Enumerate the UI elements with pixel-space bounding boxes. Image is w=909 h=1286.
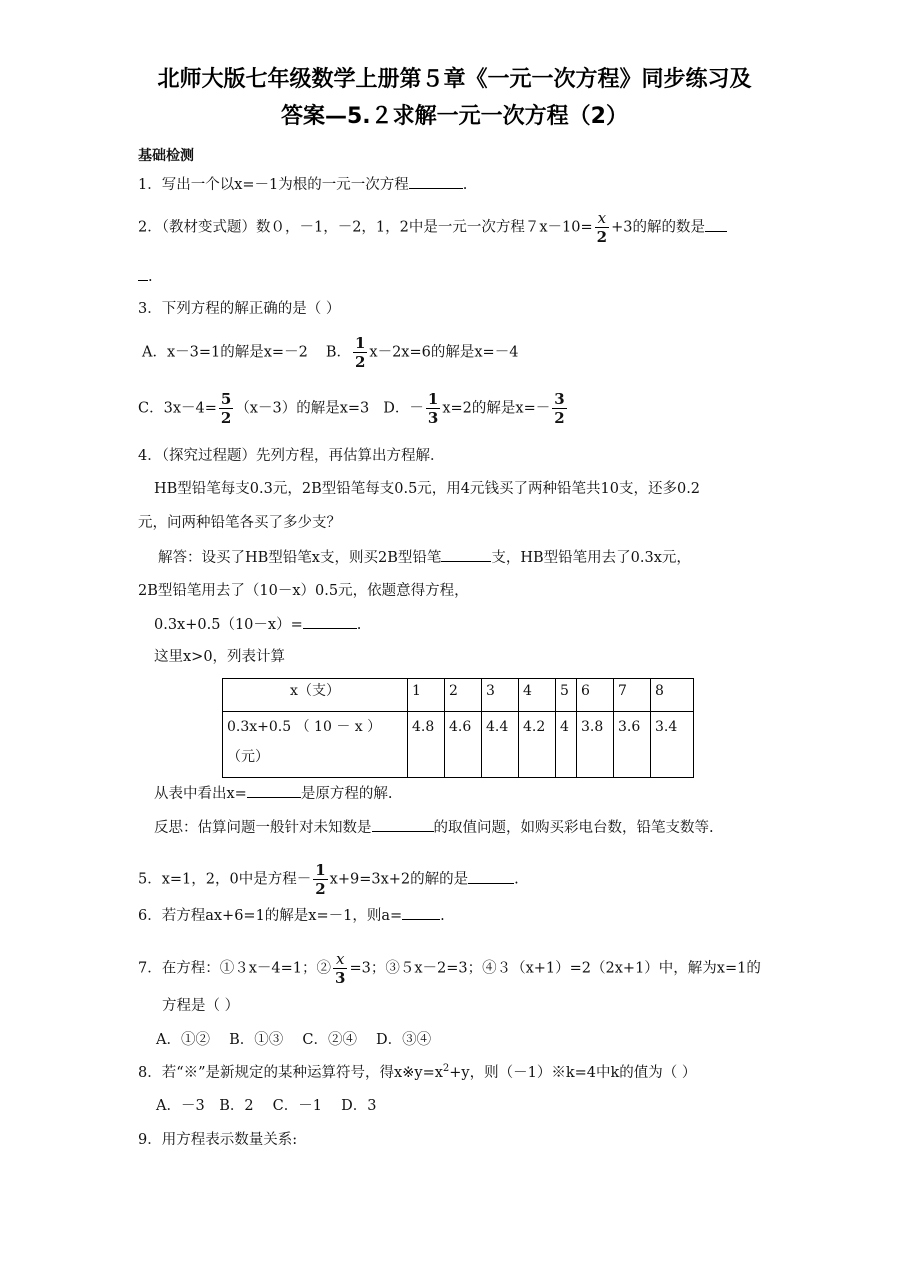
- question-6-text: 6．若方程ax+6=1的解是x=－1，则a=: [138, 908, 403, 924]
- fraction-denominator: 2: [354, 353, 366, 371]
- fraction-denominator: 3: [427, 409, 439, 427]
- question-2-text-before: 2．（教材变式题）数０，－1，－2，1，2中是一元一次方程７x－10=: [138, 219, 593, 236]
- question-2-continuation: [138, 266, 153, 287]
- table-cell: 3.4: [651, 712, 694, 778]
- fraction-numerator: 3: [554, 390, 565, 408]
- document-title-line-1: 北师大版七年级数学上册第５章《一元一次方程》同步练习及: [157, 67, 752, 92]
- question-4-paragraph-4: 2B型铅笔用去了（10－x）0.5元，依题意得方程，: [138, 583, 469, 599]
- table-cell: 4: [556, 712, 577, 778]
- answer-blank: [402, 905, 440, 920]
- question-7-after: =3；③５x－2=3；④３（x+1）=2（2x+1）中，解为x=1的: [349, 960, 761, 977]
- document-title-line-2: 答案—5.２求解一元一次方程（2）: [281, 104, 628, 129]
- question-4-paragraph-1: HB型铅笔每支0.3元，2B型铅笔每支0.5元，用4元钱买了两种铅笔共10支，还多0.2: [154, 481, 701, 497]
- table-cell: 3.6: [614, 712, 651, 778]
- question-3-stem: 3．下列方程的解正确的是（ ）: [138, 301, 341, 317]
- question-8-before: 8．若“※”是新规定的某种运算符号，得x※y=x: [138, 1065, 443, 1081]
- fraction-numerator: 1: [427, 390, 439, 408]
- fraction-denominator: 2: [554, 409, 565, 427]
- conclusion-before: 从表中看出x=: [154, 786, 247, 802]
- question-5: [138, 861, 519, 898]
- table-cell: 4.6: [445, 712, 482, 778]
- table-cell: 4.4: [482, 712, 519, 778]
- table-header-row: [223, 679, 694, 712]
- row-label-line-2: （元）: [227, 749, 269, 765]
- question-8-after: +y，则（－1）※k=4中k的值为（ ）: [449, 1065, 697, 1081]
- table-row: [223, 712, 694, 778]
- fraction-5-over-2: [219, 390, 233, 427]
- question-6: [138, 905, 445, 926]
- table-cell: 4.8: [408, 712, 445, 778]
- fraction-x-over-2: [595, 209, 609, 246]
- answer-blank: [441, 547, 491, 562]
- question-5-after: x+9=3x+2的解的是: [329, 871, 469, 888]
- question-3-options-cd: [138, 390, 569, 427]
- table-header-cell: 8: [651, 679, 694, 712]
- question-1-text: 1．写出一个以x=－1为根的一元一次方程: [138, 177, 409, 193]
- question-9: 9．用方程表示数量关系:: [138, 1132, 298, 1148]
- answer-blank: [409, 174, 463, 189]
- question-4-paragraph-3-before: 解答：设买了HB型铅笔x支，则买2B型铅笔: [158, 550, 442, 566]
- question-1-end: .: [462, 177, 468, 193]
- fraction-denominator: 3: [335, 969, 346, 987]
- question-2-end: .: [148, 269, 153, 285]
- fraction-3-over-2: [552, 390, 566, 427]
- option-b-label: B．: [325, 344, 351, 361]
- equation-text: 0.3x+0.5（10－x）=: [154, 617, 303, 633]
- question-2-text-after: +3的解的数是: [611, 219, 705, 236]
- superscript: 2: [442, 1063, 450, 1075]
- question-8-options: A．－3 B．2 C．－1 D．3: [156, 1098, 377, 1114]
- fraction-1-over-3: [426, 390, 440, 427]
- option-c-after: （x－3）的解是x=3: [235, 400, 370, 417]
- fraction-x-over-3: [333, 950, 347, 987]
- fraction-numerator: 1: [315, 861, 326, 879]
- option-d-mid: x=2的解是x=－: [442, 400, 551, 417]
- fraction-numerator: 1: [354, 334, 366, 352]
- question-4-stem: 4．（探究过程题）先列方程，再估算出方程解．: [138, 448, 445, 464]
- fraction-1-over-2: [313, 861, 327, 898]
- table-cell: 3.8: [577, 712, 614, 778]
- table-header-cell: x（支）: [223, 679, 408, 712]
- fraction-denominator: 2: [315, 880, 326, 898]
- option-b-text: x－2x=6的解是x=－4: [369, 344, 519, 361]
- fraction-1-over-2: [353, 334, 367, 371]
- option-a: A．x－3=1的解是x=－2: [142, 344, 308, 361]
- question-8: [138, 1063, 696, 1083]
- question-6-end: .: [440, 908, 445, 924]
- question-3-options-ab: [142, 334, 518, 371]
- answer-blank: [138, 266, 148, 281]
- answer-blank: [303, 614, 357, 629]
- question-4-paragraph-3-after: 支，HB型铅笔用去了0.3x元，: [491, 550, 691, 566]
- table-header-cell: 3: [482, 679, 519, 712]
- table-header-cell: 2: [445, 679, 482, 712]
- answer-blank: [468, 869, 514, 884]
- fraction-denominator: 2: [596, 228, 608, 246]
- row-label-line-1: 0.3x+0.5 （ 10 － x ）: [227, 719, 382, 735]
- table-header-cell: 7: [614, 679, 651, 712]
- option-d-before: D．－: [383, 400, 424, 417]
- question-5-before: 5．x=1，2，0中是方程－: [138, 871, 312, 888]
- reflection-before: 反思：估算问题一般针对未知数是: [154, 820, 372, 836]
- equation-end: .: [356, 617, 362, 633]
- option-c-before: C．3x－4=: [138, 400, 217, 417]
- calculation-table: [222, 678, 694, 778]
- question-7-options: A．①② B．①③ C．②④ D．③④: [156, 1032, 432, 1048]
- answer-blank: [247, 783, 301, 798]
- reflection-after: 的取值问题，如购买彩电台数，铅笔支数等.: [433, 820, 714, 836]
- answer-blank: [372, 817, 434, 832]
- question-4-reflection: [154, 817, 714, 838]
- question-7-before: 7．在方程：①３x－4=1；②: [138, 960, 332, 977]
- fraction-denominator: 2: [220, 409, 232, 427]
- table-header-cell: 6: [577, 679, 614, 712]
- fraction-numerator: x: [597, 209, 607, 227]
- table-header-cell: 5: [556, 679, 577, 712]
- table-cell: 4.2: [519, 712, 556, 778]
- question-4-paragraph-3: [158, 547, 691, 568]
- table-header-cell: 4: [519, 679, 556, 712]
- table-header-cell: 1: [408, 679, 445, 712]
- question-7-line-2: 方程是（ ）: [162, 998, 240, 1014]
- question-7: [138, 950, 761, 987]
- question-4-conclusion: [154, 783, 392, 804]
- question-4-table-intro: 这里x>0，列表计算: [154, 649, 286, 665]
- question-5-end: .: [514, 871, 519, 888]
- question-4-paragraph-2: 元，问两种铅笔各买了多少支？: [138, 515, 341, 531]
- fraction-numerator: x: [336, 950, 345, 968]
- fraction-numerator: 5: [220, 390, 232, 408]
- answer-blank: [705, 217, 727, 232]
- conclusion-after: 是原方程的解.: [300, 786, 393, 802]
- question-1: [138, 174, 467, 195]
- section-heading: 基础检测: [138, 148, 194, 164]
- question-2: [138, 209, 727, 246]
- question-4-equation: [154, 614, 361, 635]
- table-row-label: [223, 712, 408, 778]
